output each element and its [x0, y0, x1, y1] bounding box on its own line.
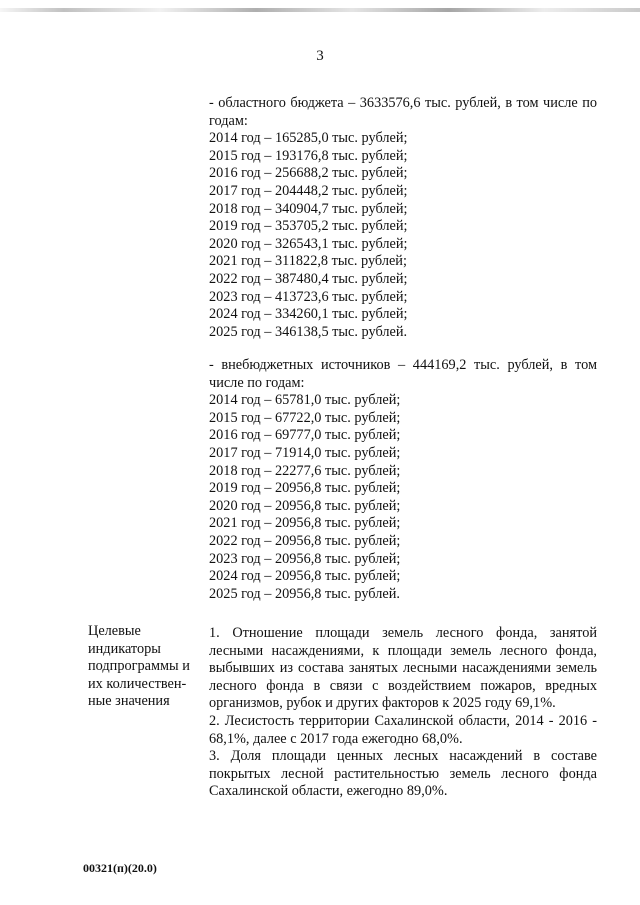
indicator-item: 2. Лесистость территории Сахалинской области, 2014 - 2016 - 68,1%, далее с 2017 года ежегодно 68,0%.: [209, 712, 597, 747]
regional-budget-year: 2020 год – 326543,1 тыс. рублей;: [209, 235, 408, 252]
extrabudgetary-year: 2020 год – 20956,8 тыс. рублей;: [209, 497, 401, 514]
regional-budget-year: 2025 год – 346138,5 тыс. рублей.: [209, 323, 408, 340]
extrabudgetary-section: [209, 357, 597, 603]
extrabudgetary-year: 2015 год – 67722,0 тыс. рублей;: [209, 409, 401, 426]
extrabudgetary-year: 2016 год – 69777,0 тыс. рублей;: [209, 427, 401, 444]
page-number: 3: [316, 48, 324, 64]
regional-budget-year: 2019 год – 353705,2 тыс. рублей;: [209, 218, 408, 235]
regional-budget-year: 2024 год – 334260,1 тыс. рублей;: [209, 306, 408, 323]
regional-budget-section: [209, 95, 597, 341]
indicator-item: 1. Отношение площади земель лесного фонда, занятой лесными насаждениями, к площади земель лесного фонда, выбывших из состава занятых лесными насаждениями земель лесного фонда в связи с воздействием пожаров, вредных организмов, рубок и других факторов к 2025 году 69,1%.: [209, 625, 597, 712]
indicators-label-line: ные значения: [88, 693, 170, 710]
extrabudgetary-year: 2014 год – 65781,0 тыс. рублей;: [209, 392, 401, 409]
regional-budget-year: 2022 год – 387480,4 тыс. рублей;: [209, 270, 408, 287]
regional-budget-year: 2018 год – 340904,7 тыс. рублей;: [209, 200, 408, 217]
indicators-list: [209, 625, 597, 801]
regional-budget-year: 2014 год – 165285,0 тыс. рублей;: [209, 130, 408, 147]
extrabudgetary-year: 2017 год – 71914,0 тыс. рублей;: [209, 444, 401, 461]
extrabudgetary-year: 2021 год – 20956,8 тыс. рублей;: [209, 515, 401, 532]
regional-budget-year: 2021 год – 311822,8 тыс. рублей;: [209, 253, 407, 270]
regional-budget-intro: - областного бюджета – 3633576,6 тыс. рублей, в том числе по годам:: [209, 95, 597, 129]
extrabudgetary-year: 2024 год – 20956,8 тыс. рублей;: [209, 568, 401, 585]
regional-budget-year: 2017 год – 204448,2 тыс. рублей;: [209, 182, 408, 199]
indicators-label-line: индикаторы: [88, 640, 161, 657]
extrabudgetary-year: 2022 год – 20956,8 тыс. рублей;: [209, 532, 401, 549]
indicators-label: [88, 623, 190, 711]
document-code: 00321(п)(20.0): [83, 861, 157, 875]
extrabudgetary-year: 2018 год – 22277,6 тыс. рублей;: [209, 462, 401, 479]
extrabudgetary-year: 2019 год – 20956,8 тыс. рублей;: [209, 480, 401, 497]
indicators-label-line: их количествен-: [88, 675, 187, 692]
scan-edge-artifact: [0, 8, 640, 12]
extrabudgetary-year: 2025 год – 20956,8 тыс. рублей.: [209, 585, 400, 602]
regional-budget-year: 2016 год – 256688,2 тыс. рублей;: [209, 165, 408, 182]
indicators-label-line: подпрограммы и: [88, 658, 190, 675]
extrabudgetary-year: 2023 год – 20956,8 тыс. рублей;: [209, 550, 401, 567]
regional-budget-year: 2015 год – 193176,8 тыс. рублей;: [209, 147, 408, 164]
regional-budget-year: 2023 год – 413723,6 тыс. рублей;: [209, 288, 408, 305]
indicators-label-line: Целевые: [88, 623, 141, 639]
indicator-item: 3. Доля площади ценных лесных насаждений в составе покрытых лесной растительностью земель лесного фонда Сахалинской области, ежегодно 89,0%.: [209, 748, 597, 800]
extrabudgetary-intro: - внебюджетных источников – 444169,2 тыс. рублей, в том числе по годам:: [209, 357, 597, 391]
